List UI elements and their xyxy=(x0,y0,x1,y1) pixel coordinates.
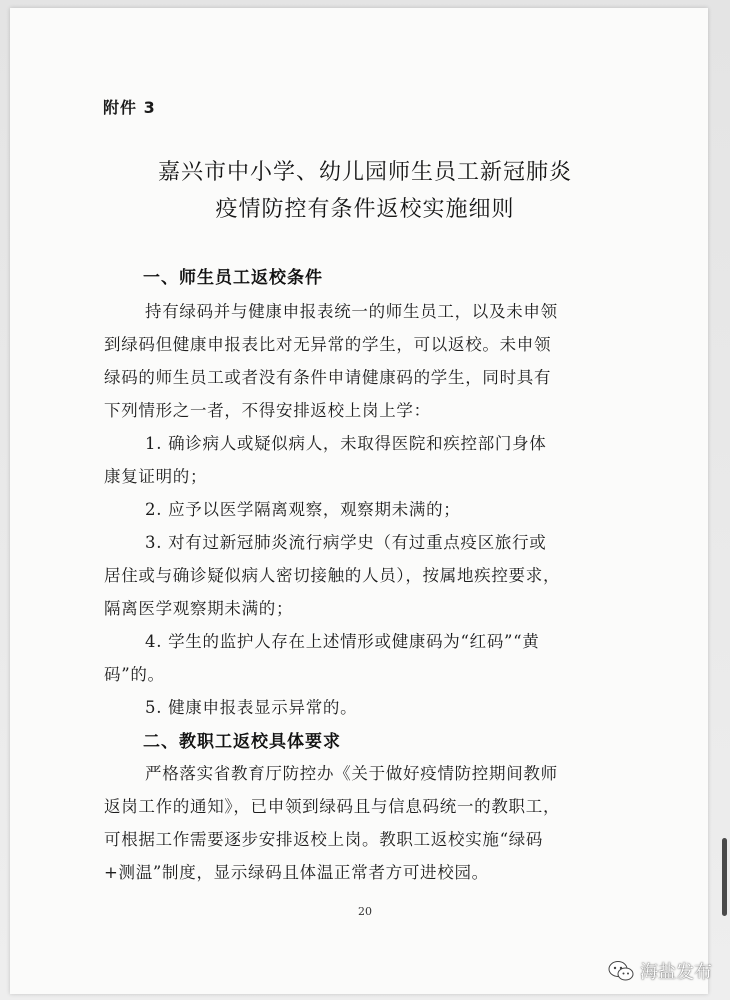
paragraph-line: +测温”制度，显示绿码且体温正常者方可进校园。 xyxy=(104,863,489,882)
list-item-3-line: 隔离医学观察期未满的； xyxy=(104,599,294,618)
paragraph-line: 下列情形之一者，不得安排返校上岗上学： xyxy=(104,401,431,420)
list-item-4-line: 4. 学生的监护人存在上述情形或健康码为“红码”“黄 xyxy=(145,632,540,651)
source-watermark xyxy=(608,958,712,984)
scrollbar-thumb[interactable] xyxy=(722,838,727,916)
paragraph-line: 返岗工作的通知》，已申领到绿码且与信息码统一的教职工， xyxy=(104,797,561,816)
paragraph-line: 可根据工作需要逐步安排返校上岗。教职工返校实施“绿码 xyxy=(104,830,544,849)
list-item-1-line: 康复证明的； xyxy=(104,467,208,486)
paragraph-line: 到绿码但健康申报表比对无异常的学生，可以返校。未申领 xyxy=(104,335,552,354)
watermark-text: 海盐发布 xyxy=(640,962,712,983)
section-1-heading: 一、师生员工返校条件 xyxy=(143,268,323,288)
attachment-label: 附件 3 xyxy=(103,98,156,117)
list-item-3-line: 3. 对有过新冠肺炎流行病学史（有过重点疫区旅行或 xyxy=(145,533,547,552)
section-2-heading: 二、教职工返校具体要求 xyxy=(143,732,341,752)
document-title-line-2: 疫情防控有条件返校实施细则 xyxy=(215,197,515,222)
paragraph-line: 严格落实省教育厅防控办《关于做好疫情防控期间教师 xyxy=(145,764,558,783)
list-item-4-line: 码”的。 xyxy=(104,665,165,684)
vertical-scrollbar[interactable] xyxy=(720,0,730,1000)
list-item-1-line: 1. 确诊病人或疑似病人，未取得医院和疾控部门身体 xyxy=(145,434,547,453)
list-item-3-line: 居住或与确诊疑似病人密切接触的人员），按属地疾控要求， xyxy=(104,566,561,585)
paragraph-line: 绿码的师生员工或者没有条件申请健康码的学生，同时具有 xyxy=(104,368,552,387)
document-title-line-1: 嘉兴市中小学、幼儿园师生员工新冠肺炎 xyxy=(157,160,572,185)
wechat-official-account-icon xyxy=(608,960,634,982)
list-item-5-line: 5. 健康申报表显示异常的。 xyxy=(145,698,358,717)
page-number: 20 xyxy=(358,905,372,918)
list-item-2-line: 2. 应予以医学隔离观察，观察期未满的； xyxy=(145,500,461,519)
paragraph-line: 持有绿码并与健康申报表统一的师生员工，以及未申领 xyxy=(145,302,558,321)
